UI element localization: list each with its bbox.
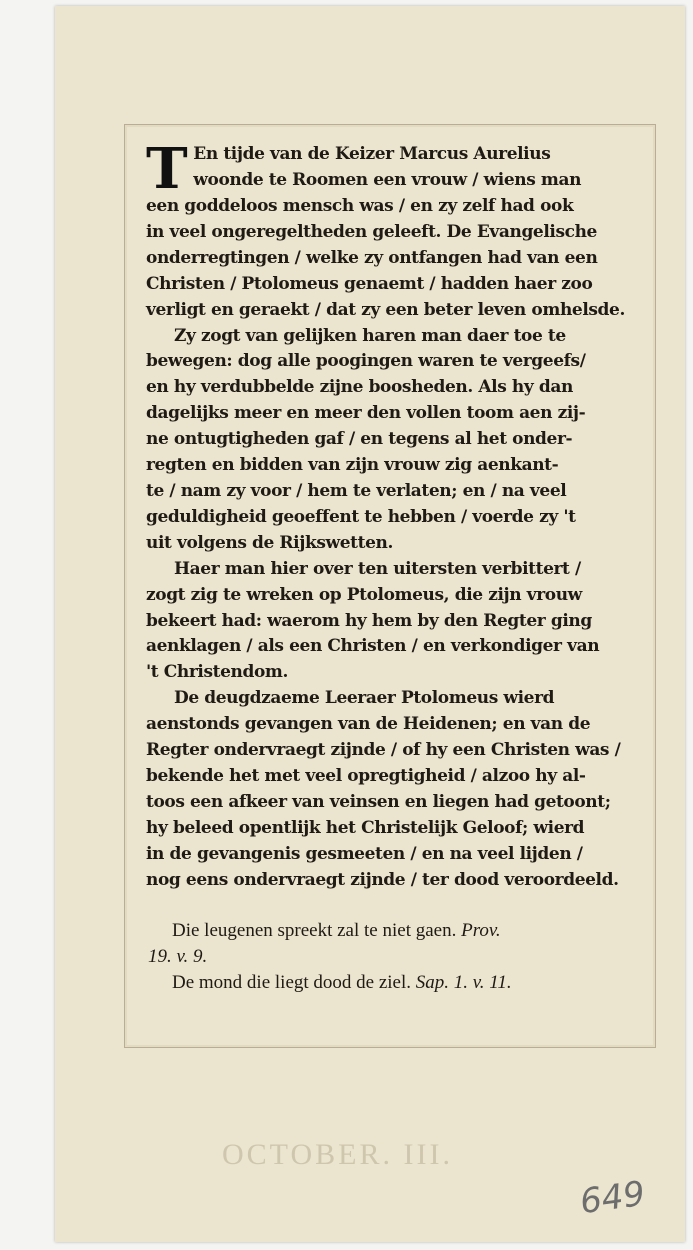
text-line: En tijde van de Keizer Marcus Aurelius — [193, 144, 551, 164]
text-line: 't Christendom. — [146, 662, 289, 683]
text-line: aenklagen / als een Christen / en verkondiger van — [146, 636, 600, 657]
text-line: verligt en geraekt / dat zy een beter leven omhelsde. — [146, 299, 625, 320]
quote-2 — [172, 970, 642, 996]
text-line: onderregtingen / welke zy ontfangen had van een — [146, 247, 598, 268]
text-line: ne ontugtigheden gaf / en tegens al het onder- — [146, 429, 573, 450]
text-line: aenstonds gevangen van de Heidenen; en van de — [146, 714, 591, 735]
text-line: hy beleed opentlijk het Christelijk Geloof; wierd — [146, 817, 585, 838]
text-line: dagelijks meer en meer den vollen toom aen zij- — [146, 403, 586, 424]
quote-2-text: De mond die liegt dood de ziel. — [172, 972, 412, 993]
paragraph-1 — [146, 136, 631, 324]
quote-1-reference-line: 19. v. 9. — [148, 946, 208, 967]
quote-1-text: Die leugenen spreekt zal te niet gaen. — [172, 920, 457, 941]
scripture-quotes — [148, 918, 642, 996]
text-line: nog eens ondervraegt zijnde / ter dood veroordeeld. — [146, 869, 619, 890]
text-line: De deugdzaeme Leeraer Ptolomeus wierd — [174, 688, 555, 709]
text-line: uit volgens de Rijkswetten. — [146, 532, 393, 553]
text-line: Christen / Ptolomeus genaemt / hadden haer zoo — [146, 273, 593, 294]
text-line: Regter ondervraegt zijnde / of hy een Christen was / — [146, 740, 621, 761]
text-line: regten en bidden van zijn vrouw zig aenkant- — [146, 455, 559, 476]
handwritten-page-number: 649 — [577, 1173, 648, 1223]
drop-cap: T — [146, 136, 188, 202]
text-line: toos een afkeer van veinsen en liegen had getoont; — [146, 791, 611, 812]
body-text — [146, 136, 631, 893]
quote-1 — [172, 918, 642, 944]
quote-1-reference: Prov. — [461, 920, 501, 941]
quote-2-reference: Sap. 1. v. 11. — [415, 972, 512, 993]
text-line: zogt zig te wreken op Ptolomeus, die zijn vrouw — [146, 584, 582, 605]
text-line: een goddeloos mensch was / en zy zelf had ook — [146, 196, 574, 216]
text-line: geduldigheid geoeffent te hebben / voerde zy 't — [146, 506, 576, 527]
text-line: Zy zogt van gelijken haren man daer toe te — [174, 325, 566, 346]
paragraph-3 — [146, 557, 631, 687]
text-line: in veel ongeregeltheden geleeft. De Evangelische — [146, 221, 597, 242]
text-line: bekeert had: waerom hy hem by den Regter ging — [146, 610, 592, 631]
text-line: woonde te Roomen een vrouw / wiens man — [193, 169, 582, 190]
paragraph-4 — [146, 686, 631, 893]
text-line: en hy verdubbelde zijne boosheden. Als hy dan — [146, 377, 573, 398]
text-line: bewegen: dog alle poogingen waren te vergeefs/ — [146, 351, 586, 372]
paragraph-2 — [146, 324, 631, 557]
text-line: te / nam zy voor / hem te verlaten; en / na veel — [146, 480, 567, 501]
text-line: bekende het met veel opregtigheid / alzoo hy al- — [146, 765, 586, 786]
quote-1-reference-cont — [148, 944, 642, 970]
text-line: Haer man hier over ten uitersten verbittert / — [174, 558, 581, 579]
text-line: in de gevangenis gesmeeten / en na veel lijden / — [146, 843, 583, 864]
faded-footer-mark: OCTOBER. III. — [222, 1138, 453, 1171]
